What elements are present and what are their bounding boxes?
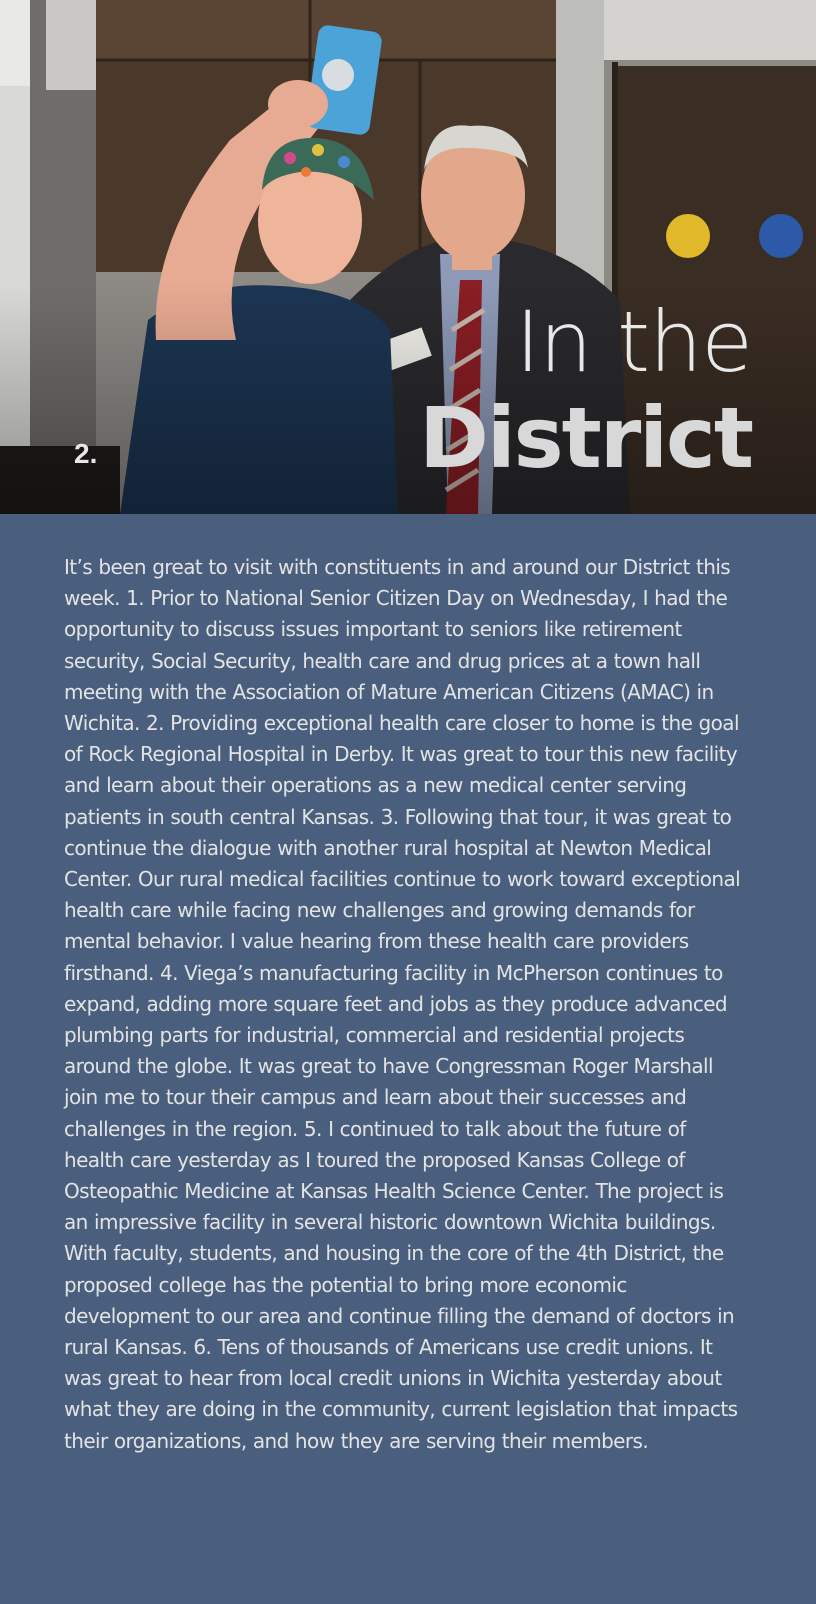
title-line-district: District [419,389,752,487]
photo-number: 2. [74,438,98,469]
hero-banner [0,0,816,514]
title-line-in-the: In the [515,293,752,391]
article-body: It’s been great to visit with constituents in and around our District this week. 1. Prior to National Senior Citizen Day on Wednesday, I had the opportunity to discuss issues important to seniors like retirement security, Social Security, health care and drug prices at a town hall meeting with the Association of Mature American Citizens (AMAC) in Wichita. 2. Providing exceptional health care closer to home is the goal of Rock Regional Hospital in Derby. It was great to tour this new facility and learn about their operations as a new medical center serving patients in south central Kansas. 3. Following that tour, it was great to continue the dialogue with another rural hospital at Newton Medical Center. Our rural medical facilities continue to work toward exceptional health care while facing new challenges and growing demands for mental behavior. I value hearing from these health care providers firsthand. 4. Viega’s manufacturing facility in McPherson continues to expand, adding more square feet and jobs as they produce advanced plumbing parts for industrial, commercial and residential projects around the globe. It was great to have Congressman Roger Marshall join me to tour their campus and learn about their successes and challenges in the region. 5. I continued to talk about the future of health care yesterday as I toured the proposed Kansas College of Osteopathic Medicine at Kansas Health Science Center. The project is an impressive facility in several historic downtown Wichita buildings. With faculty, students, and housing in the core of the 4th District, the proposed college has the potential to bring more economic development to our area and continue filling the demand of doctors in rural Kansas. 6. Tens of thousands of Americans use credit unions. It was great to hear from local credit unions in Wichita yesterday about what they are doing in the community, current legislation that impacts their organizations, and how they are serving their members. [64,555,741,1453]
article-panel [0,514,816,1457]
